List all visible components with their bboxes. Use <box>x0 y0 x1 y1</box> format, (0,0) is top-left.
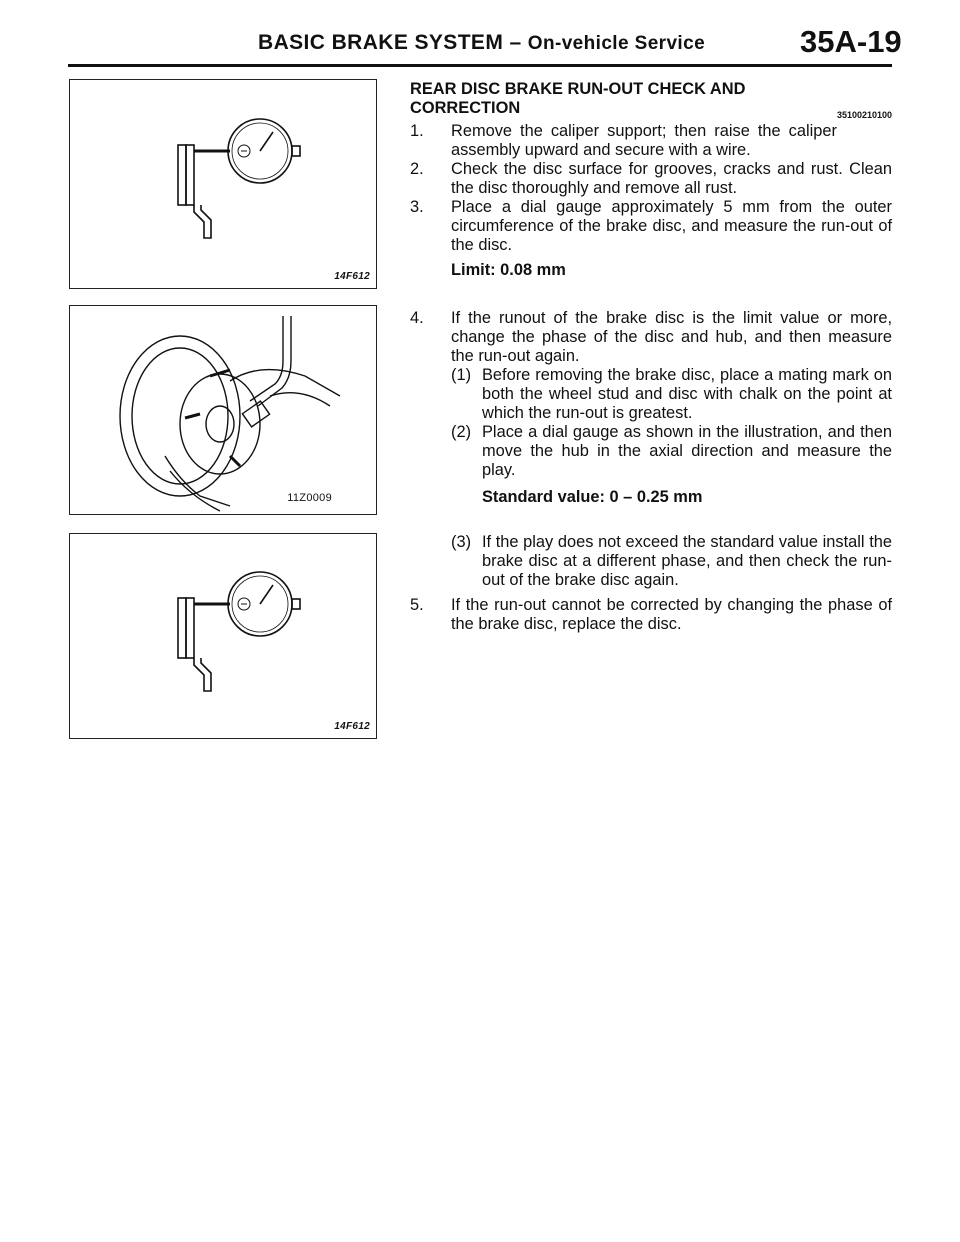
figure-dial-gauge-2 <box>69 533 377 739</box>
step-5-number: 5. <box>410 596 424 614</box>
figure-code-2: 11Z0009 <box>287 492 332 504</box>
section-title <box>410 80 892 118</box>
dial-gauge-illustration-2 <box>70 534 376 738</box>
dial-gauge-illustration <box>70 80 376 288</box>
step-4-1-number: (1) <box>451 366 472 384</box>
figure-code-1: 14F612 <box>334 271 370 282</box>
header-rule <box>68 64 892 67</box>
section-title-line2: CORRECTION <box>410 99 521 117</box>
figure-dial-gauge-1 <box>69 79 377 289</box>
header-subtitle: On-vehicle Service <box>527 33 706 54</box>
header-dash: – <box>503 31 528 54</box>
step-4-2-number: (2) <box>451 423 472 441</box>
section-code: 35100210100 <box>836 110 892 120</box>
limit-value: Limit: 0.08 mm <box>451 261 566 279</box>
step-4-1-text: Before removing the brake disc, place a mating mark on both the wheel stud and disc with chalk on the point at which the run-out is greatest. <box>482 366 892 422</box>
header-title-main: BASIC BRAKE SYSTEM <box>258 31 504 54</box>
figure-code-3: 14F612 <box>334 721 370 732</box>
page-number: 35A-19 <box>800 24 902 59</box>
step-2-number: 2. <box>410 160 424 178</box>
step-5 <box>410 596 892 634</box>
step-4-2-text: Place a dial gauge as shown in the illustration, and then move the hub in the axial direction and measure the play. <box>482 423 892 479</box>
procedure-block-2 <box>410 309 892 507</box>
step-4-2 <box>410 423 892 480</box>
step-4-3 <box>410 533 892 590</box>
step-2 <box>410 160 892 198</box>
step-1-number: 1. <box>410 122 424 140</box>
step-4-number: 4. <box>410 309 424 327</box>
step-2-text: Check the disc surface for grooves, cracks and rust. Clean the disc thoroughly and remove all rust. <box>451 160 892 197</box>
procedure-block-3 <box>410 533 892 634</box>
header-title <box>258 31 705 55</box>
brake-disc-illustration <box>70 306 376 514</box>
figure-brake-disc <box>69 305 377 515</box>
page-header <box>0 0 960 60</box>
standard-value: Standard value: 0 – 0.25 mm <box>482 488 703 506</box>
step-4-3-text: If the play does not exceed the standard value install the brake disc at a different phase, and then check the run-out of the brake disc again. <box>482 533 892 589</box>
step-4-3-number: (3) <box>451 533 472 551</box>
step-4-1 <box>410 366 892 423</box>
procedure-block-1 <box>410 80 892 280</box>
step-3-number: 3. <box>410 198 424 216</box>
step-3-text: Place a dial gauge approximately 5 mm from the outer circumference of the brake disc, and measure the run-out of the disc. <box>451 198 892 254</box>
step-1-text: Remove the caliper support; then raise the caliper assembly upward and secure with a wire. <box>451 122 837 159</box>
step-1 <box>410 122 892 160</box>
step-4-text: If the runout of the brake disc is the limit value or more, change the phase of the disc and hub, and then measure the run-out again. <box>451 309 892 365</box>
section-title-line1: REAR DISC BRAKE RUN-OUT CHECK AND <box>410 80 746 98</box>
step-5-text: If the run-out cannot be corrected by changing the phase of the brake disc, replace the disc. <box>451 596 892 633</box>
step-3 <box>410 198 892 255</box>
step-4 <box>410 309 892 366</box>
